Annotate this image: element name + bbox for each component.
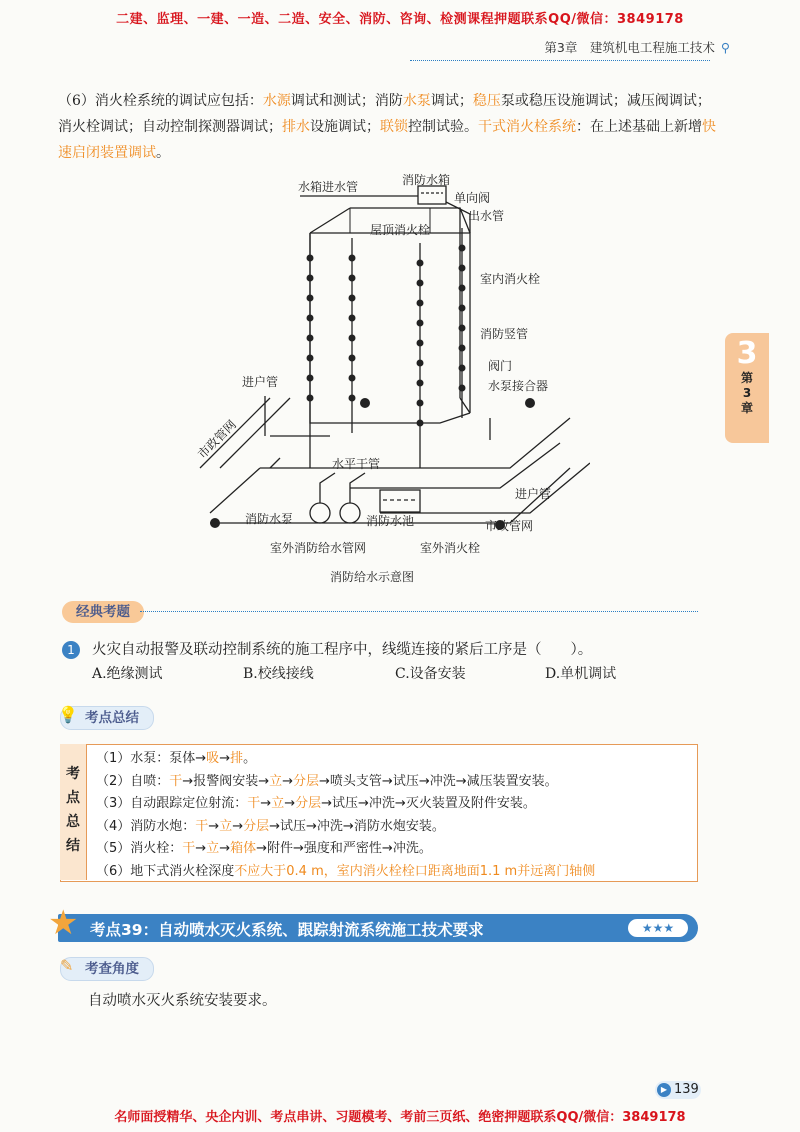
summary-side-label: 考 点 总 结 <box>60 744 87 880</box>
summary-label: 考点总结 <box>60 706 154 730</box>
svg-text:进户管: 进户管 <box>242 375 279 389</box>
chapter-title: 第3章 建筑机电工程施工技术 <box>544 40 715 55</box>
option-c[interactable]: C.设备安装 <box>395 666 466 682</box>
svg-text:消防给水示意图: 消防给水示意图 <box>330 570 415 584</box>
summary-line-6: （6）地下式消火栓深度不应大于0.4 m，室内消火栓栓口距离地面1.1 m并远离门轴侧 <box>96 863 596 879</box>
chapter-heading <box>544 38 730 56</box>
svg-text:水平干管: 水平干管 <box>332 457 381 471</box>
chapter-tab-number: 3 <box>736 336 758 371</box>
question-text: 火灾自动报警及联动控制系统的施工程序中，线缆连接的紧后工序是（ ）。 <box>92 642 593 658</box>
svg-text:屋顶消火栓: 屋顶消火栓 <box>370 223 431 237</box>
location-pin-icon: ⚲ <box>720 40 730 55</box>
top-banner: 二建、监理、一建、一造、二造、安全、消防、咨询、检测课程押题联系QQ/微信：3849178 <box>116 12 684 27</box>
summary-line-1: （1）水泵：泵体→吸→排。 <box>96 751 257 766</box>
svg-text:室外消防给水管网: 室外消防给水管网 <box>270 541 367 555</box>
svg-text:市政管网: 市政管网 <box>485 519 534 533</box>
svg-text:单向阀: 单向阀 <box>454 191 491 205</box>
lightbulb-icon: 💡 <box>58 705 78 724</box>
summary-line-5: （5）消火栓：干→立→箱体→附件→强度和严密性→冲洗。 <box>96 841 432 856</box>
svg-text:水泵接合器: 水泵接合器 <box>488 379 549 393</box>
header-divider <box>410 60 710 61</box>
fire-water-supply-diagram <box>170 168 590 593</box>
svg-text:室外消火栓: 室外消火栓 <box>420 541 481 555</box>
svg-text:出水管: 出水管 <box>468 209 505 223</box>
hydrant-commissioning-paragraph: （6）消火栓系统的调试应包括：水源调试和测试；消防水泵调试；稳压泵或稳压设施调试；减压阀调试；消火栓调试；自动控制探测器调试；排水设施调试；联锁控制试验。干式消火栓系统：在上述基础上新增快速启闭装置调试。 <box>58 93 716 161</box>
summary-line-2: （2）自喷：干→报警阀安装→立→分层→喷头支管→试压→冲洗→减压装置安装。 <box>96 773 558 789</box>
svg-text:消防水泵: 消防水泵 <box>245 512 294 526</box>
topic-title: 考点39：自动喷水灭火系统、跟踪射流系统施工技术要求 <box>90 921 484 939</box>
star-icon: ★ <box>48 903 79 943</box>
svg-text:消防竖管: 消防竖管 <box>480 327 529 341</box>
summary-lines <box>96 748 595 883</box>
summary-line-4: （4）消防水炮：干→立→分层→试压→冲洗→消防水炮安装。 <box>96 818 445 834</box>
classic-question-label: 经典考题 <box>62 601 144 623</box>
classic-divider <box>140 611 698 612</box>
summary-line-3: （3）自动跟踪定位射流：干→立→分层→试压→冲洗→灭火装置及附件安装。 <box>96 796 536 811</box>
option-b[interactable]: B.校线接线 <box>243 666 314 682</box>
option-d[interactable]: D.单机调试 <box>545 666 617 682</box>
svg-text:阀门: 阀门 <box>488 359 513 373</box>
chapter-side-tab: 3 第 3 章 <box>725 333 769 443</box>
page-number: ▶ 139 <box>655 1081 701 1099</box>
svg-text:消防水箱: 消防水箱 <box>402 173 451 187</box>
svg-text:室内消火栓: 室内消火栓 <box>480 272 541 286</box>
svg-text:进户管: 进户管 <box>515 487 552 501</box>
question-number-badge: 1 <box>62 641 80 659</box>
exam-angle-text: 自动喷水灭火系统安装要求。 <box>88 993 277 1009</box>
exam-angle-label: 考查角度 <box>60 957 154 981</box>
svg-text:市政管网: 市政管网 <box>195 417 240 462</box>
play-icon: ▶ <box>657 1083 671 1097</box>
importance-stars: ★★★ <box>628 919 688 937</box>
option-a[interactable]: A.绝缘测试 <box>92 666 163 682</box>
pencil-icon: ✎ <box>60 956 74 975</box>
svg-text:消防水池: 消防水池 <box>366 514 415 528</box>
bottom-banner: 名师面授精华、央企内训、考点串讲、习题模考、考前三页纸、绝密押题联系QQ/微信：3849178 <box>114 1110 686 1125</box>
svg-text:水箱进水管: 水箱进水管 <box>298 180 359 194</box>
